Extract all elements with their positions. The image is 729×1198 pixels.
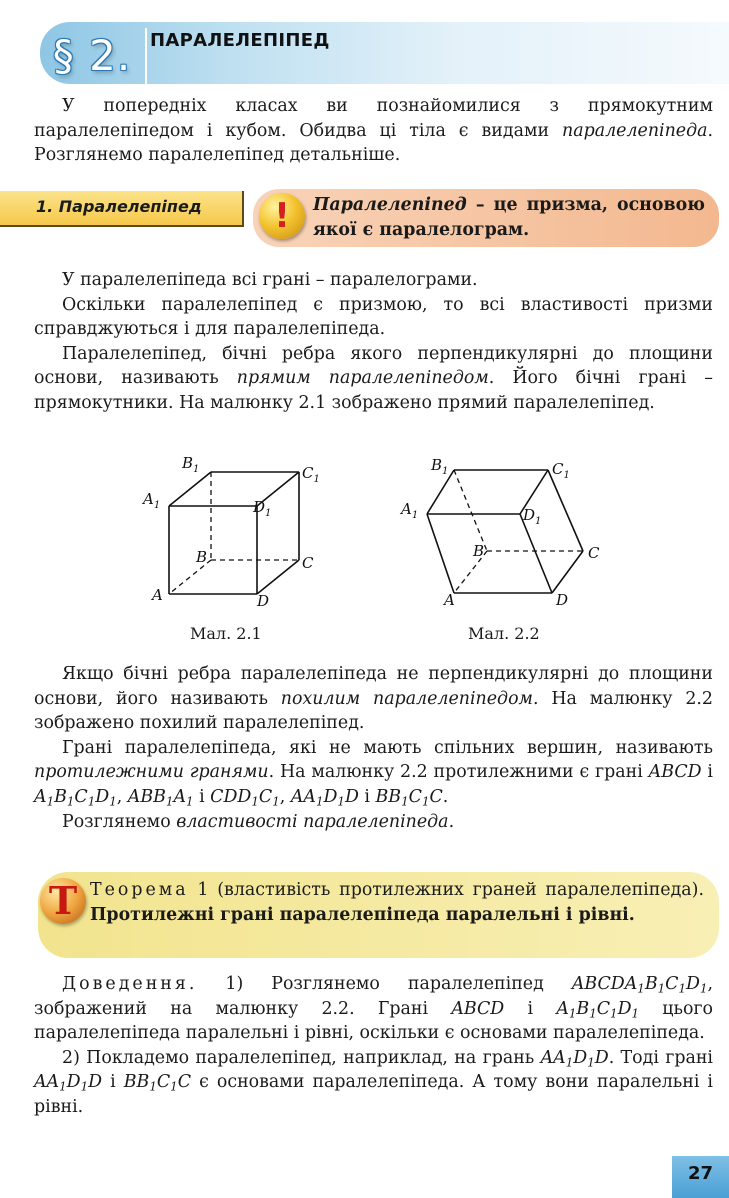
label-c-oblique: C bbox=[588, 544, 600, 562]
label-c1-oblique: $C_1$ bbox=[552, 460, 570, 481]
definition-text: Паралелепіпед – це призма, основою якої є паралелограм. bbox=[313, 195, 705, 240]
label-c: C bbox=[302, 554, 314, 572]
section-header-band bbox=[40, 22, 729, 84]
paragraph-oblique: Якщо бічні ребра паралелепіпеда не перпендикулярні до площини основи, його називають похилим паралелепіпедом. На малюнку 2.2 зображено похилий паралелепіпед. bbox=[34, 664, 713, 734]
section-title: ПАРАЛЕЛЕПІПЕД bbox=[150, 30, 330, 51]
subsection-title: 1. Паралелепіпед bbox=[36, 197, 202, 216]
label-b-oblique: B bbox=[473, 542, 485, 560]
intro-paragraph: У попередніх класах ви познайомилися з прямокутним паралелепіпедом і кубом. Обидва ці тіла є видами паралелепіпеда. Розглянемо паралелепіпед детальніше. bbox=[34, 96, 713, 166]
label-a1-oblique: $A_1$ bbox=[401, 500, 419, 521]
label-b1-oblique: $B_1$ bbox=[431, 456, 449, 477]
paragraph-properties: Розглянемо властивості паралелепіпеда. bbox=[62, 811, 455, 832]
paragraph-right-parallelepiped: Паралелепіпед, бічні ребра якого перпендикулярні до площини основи, називають прямим паралелепіпедом. Його бічні грані – прямокутники. На малюнку 2.1 зображено прямий паралелепіпед. bbox=[34, 343, 713, 413]
exclamation-mark: ! bbox=[274, 196, 290, 236]
label-b: B bbox=[196, 548, 208, 566]
proof-paragraph-2: 2) Покладемо паралелепіпед, наприклад, на грань $AA_1D_1D$. Тоді грані $AA_1D_1D$ і $BB_1C_1C$ є основами паралелепіпеда. А тому вони паралельні і рівні. bbox=[34, 1047, 713, 1117]
label-d: D bbox=[257, 592, 270, 610]
label-c1: $C_1$ bbox=[302, 464, 320, 485]
theorem-letter: Т bbox=[48, 878, 78, 923]
label-a: A bbox=[152, 586, 163, 604]
section-number: § 2. bbox=[52, 31, 132, 80]
page-number: 27 bbox=[687, 1163, 714, 1184]
body-block-1 bbox=[34, 268, 713, 416]
body-block-2 bbox=[34, 662, 713, 834]
label-b1: $B_1$ bbox=[182, 454, 200, 475]
label-a1: $A_1$ bbox=[143, 490, 161, 511]
figure-1-caption: Мал. 2.1 bbox=[190, 624, 262, 643]
proof-paragraph-1: Доведення. 1) Розглянемо паралелепіпед $ABCDA_1B_1C_1D_1$, зображений на малюнку 2.2. Грані ABCD і $A_1B_1C_1D_1$ цього паралелепіпеда паралельні і рівні, оскільки є основами паралелепіпеда. bbox=[34, 974, 713, 1044]
theorem-text: Теорема 1 (властивість протилежних граней паралелепіпеда). Протилежні грані паралелепіпеда паралельні і рівні. bbox=[90, 880, 704, 925]
figure-right-parallelepiped bbox=[140, 448, 340, 620]
label-a-oblique: A bbox=[444, 591, 455, 609]
paragraph-faces: У паралелепіпеда всі грані – паралелограми. bbox=[62, 270, 478, 290]
proof-block bbox=[34, 972, 713, 1120]
paragraph-prism: Оскільки паралелепіпед є призмою, то всі властивості призми справджуються і для паралелепіпеда. bbox=[34, 294, 713, 340]
paragraph-opposite-faces: Грані паралелепіпеда, які не мають спільних вершин, називають протилежними гранями. На малюнку 2.2 протилежними є грані ABCD і $A_1B_1C_1D_1$, $ABB_1A_1$ і $CDD_1C_1$, $AA_1D_1D$ і $BB_1C_1C$. bbox=[34, 737, 713, 809]
section-divider bbox=[145, 28, 147, 84]
label-d1: $D_1$ bbox=[253, 498, 272, 519]
label-d1-oblique: $D_1$ bbox=[523, 506, 542, 527]
figure-oblique-parallelepiped bbox=[398, 448, 608, 620]
figure-2-caption: Мал. 2.2 bbox=[468, 624, 540, 643]
label-d-oblique: D bbox=[556, 591, 569, 609]
